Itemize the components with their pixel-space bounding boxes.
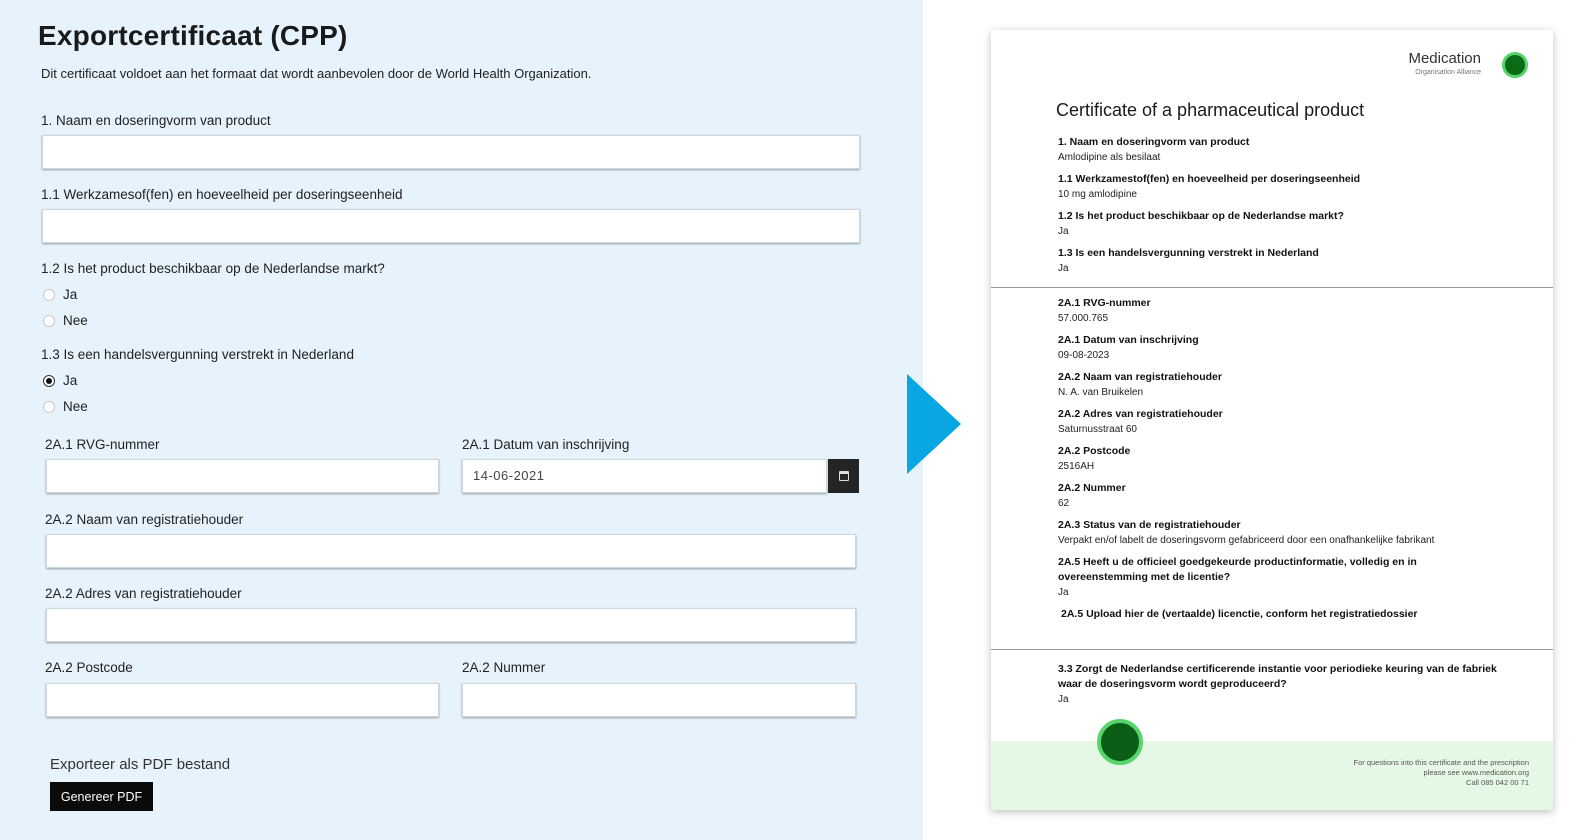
doc-question: 3.3 Zorgt de Nederlandse certificerende instantie voor periodieke keuring van de fabriek waar de doseringsvorm wordt geproduceerd?	[1058, 663, 1497, 690]
field-product-name-label: 1. Naam en doseringvorm van product	[41, 113, 271, 128]
certificate-document	[991, 30, 1553, 810]
radio-button[interactable]	[43, 315, 55, 327]
q-license-label: 1.3 Is een handelsvergunning verstrekt in Nederland	[41, 347, 354, 362]
document-section-product	[1058, 135, 1498, 283]
seal-icon	[1097, 719, 1143, 765]
rvg-input[interactable]	[46, 459, 439, 493]
page-title: Exportcertificaat (CPP)	[38, 20, 348, 51]
postcode-label: 2A.2 Postcode	[45, 660, 133, 675]
doc-question: 2A.3 Status van de registratiehouder	[1058, 519, 1241, 531]
doc-question: 2A.2 Postcode	[1058, 445, 1131, 457]
holder-name-label: 2A.2 Naam van registratiehouder	[45, 512, 244, 527]
radio-button[interactable]	[43, 401, 55, 413]
footer-line: Call 085 042 00 71	[1466, 778, 1529, 787]
doc-answer: 10 mg amlodipine	[1058, 189, 1137, 200]
doc-question: 1.1 Werkzamestof(fen) en hoeveelheid per doseringseenheid	[1058, 173, 1361, 185]
doc-answer: Ja	[1058, 263, 1069, 274]
holder-name-input[interactable]	[46, 534, 856, 568]
radio-button[interactable]	[43, 289, 55, 301]
footer-contact	[1353, 758, 1529, 788]
radio-market-nee[interactable]	[43, 313, 88, 328]
doc-answer: Amlodipine als besilaat	[1058, 152, 1161, 163]
active-substance-input[interactable]	[42, 209, 860, 243]
radio-license-ja[interactable]	[43, 373, 77, 388]
document-section-inspection	[1058, 662, 1498, 714]
radio-label: Nee	[63, 313, 88, 328]
house-number-input[interactable]	[462, 683, 856, 717]
postcode-input[interactable]	[46, 683, 439, 717]
doc-answer: 57.000.765	[1058, 313, 1109, 324]
footer-line: please see www.medication.org	[1423, 768, 1529, 777]
radio-label: Ja	[63, 287, 78, 302]
brand-subtitle: Organisation Alliance	[1415, 69, 1481, 76]
brand-logo	[1408, 50, 1481, 76]
q-market-available-label: 1.2 Is het product beschikbaar op de Nederlandse markt?	[41, 261, 385, 276]
doc-question: 2A.1 RVG-nummer	[1058, 297, 1151, 309]
doc-upload-line: 2A.5 Upload hier de (vertaalde) licenctie, conform het registratiedossier	[1061, 608, 1418, 620]
holder-address-input[interactable]	[46, 608, 856, 642]
divider	[991, 649, 1553, 650]
form-intro: Dit certificaat voldoet aan het formaat dat wordt aanbevolen door de World Health Organization.	[41, 66, 592, 81]
doc-answer: 2516AH	[1058, 461, 1095, 472]
document-section-registration	[1058, 296, 1498, 622]
doc-answer: N. A. van Bruikelen	[1058, 387, 1144, 398]
footer-line: For questions into this certificate and the prescription	[1353, 758, 1529, 767]
registration-date-input[interactable]: 14-06-2021	[462, 459, 827, 493]
doc-question: 2A.2 Nummer	[1058, 482, 1126, 494]
radio-license-nee[interactable]	[43, 399, 88, 414]
date-picker[interactable]	[462, 459, 859, 493]
brand-name: Medication	[1408, 50, 1481, 67]
doc-question: 2A.1 Datum van inschrijving	[1058, 334, 1199, 346]
radio-label: Ja	[63, 373, 78, 388]
house-number-label: 2A.2 Nummer	[462, 660, 546, 675]
doc-answer: Ja	[1058, 694, 1069, 705]
document-title: Certificate of a pharmaceutical product	[1056, 100, 1365, 120]
export-label: Exporteer als PDF bestand	[50, 756, 231, 773]
radio-market-ja[interactable]	[43, 287, 77, 302]
doc-question: 1.3 Is een handelsvergunning verstrekt in Nederland	[1058, 247, 1319, 259]
doc-question: 1.2 Is het product beschikbaar op de Nederlandse markt?	[1058, 210, 1344, 222]
registration-date-label: 2A.1 Datum van inschrijving	[462, 437, 630, 452]
doc-answer: Saturnusstraat 60	[1058, 424, 1137, 435]
product-name-input[interactable]	[42, 135, 860, 169]
doc-question: 2A.5 Heeft u de officieel goedgekeurde productinformatie, volledig en in overeenstemming met de licentie?	[1058, 556, 1417, 583]
doc-question: 2A.2 Adres van registratiehouder	[1058, 408, 1223, 420]
generate-pdf-button[interactable]: Genereer PDF	[50, 782, 153, 811]
field-active-substance-label: 1.1 Werkzamesof(fen) en hoeveelheid per doseringseenheid	[41, 187, 403, 202]
brand-logo-icon	[1502, 52, 1528, 78]
rvg-label: 2A.1 RVG-nummer	[45, 437, 160, 452]
divider	[991, 287, 1553, 288]
radio-button-selected[interactable]	[43, 375, 55, 387]
holder-address-label: 2A.2 Adres van registratiehouder	[45, 586, 242, 601]
calendar-button[interactable]	[828, 459, 859, 493]
calendar-icon	[839, 471, 849, 481]
doc-answer: Ja	[1058, 226, 1069, 237]
doc-answer: Verpakt en/of labelt de doseringsvorm gefabriceerd door een onafhankelijke fabrikant	[1058, 535, 1435, 546]
radio-label: Nee	[63, 399, 88, 414]
arrow-right-icon	[907, 374, 961, 474]
doc-answer: 09-08-2023	[1058, 350, 1110, 361]
doc-question: 2A.2 Naam van registratiehouder	[1058, 371, 1222, 383]
doc-question: 1. Naam en doseringvorm van product	[1058, 136, 1250, 148]
doc-answer: Ja	[1058, 587, 1069, 598]
doc-answer: 62	[1058, 498, 1070, 509]
